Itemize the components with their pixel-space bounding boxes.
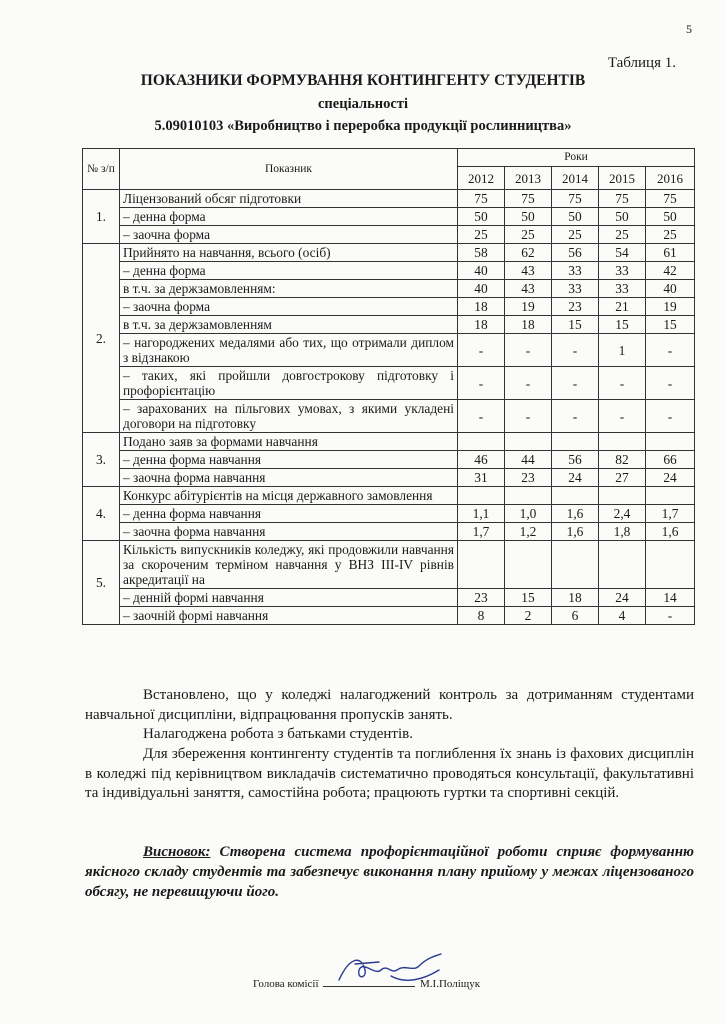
value-cell: -	[646, 400, 695, 433]
table-row	[83, 367, 695, 400]
value-cell: 23	[505, 469, 552, 487]
value-cell: 33	[552, 262, 599, 280]
value-cell	[458, 487, 505, 505]
row-group-number: 4.	[83, 487, 120, 541]
value-cell: 56	[552, 244, 599, 262]
value-cell	[458, 541, 505, 589]
value-cell: 24	[552, 469, 599, 487]
year-cell: 2016	[646, 167, 695, 190]
indicator-label: – денна форма навчання	[120, 451, 458, 469]
value-cell	[505, 487, 552, 505]
table-row	[83, 208, 695, 226]
row-group-number: 2.	[83, 244, 120, 433]
value-cell: 44	[505, 451, 552, 469]
value-cell: -	[458, 334, 505, 367]
value-cell	[599, 487, 646, 505]
value-cell: 42	[646, 262, 695, 280]
value-cell: -	[552, 400, 599, 433]
value-cell: 31	[458, 469, 505, 487]
value-cell: 25	[646, 226, 695, 244]
title-specialty: 5.09010103 «Виробництво і переробка продукції рослинництва»	[154, 118, 572, 134]
value-cell: 1,1	[458, 505, 505, 523]
value-cell: -	[505, 334, 552, 367]
value-cell: 25	[458, 226, 505, 244]
row-group-number: 1.	[83, 190, 120, 244]
table-row	[83, 334, 695, 367]
value-cell: 1,7	[458, 523, 505, 541]
year-cell: 2012	[458, 167, 505, 190]
value-cell: 54	[599, 244, 646, 262]
value-cell: 1,8	[599, 523, 646, 541]
indicator-label: – заочна форма	[120, 298, 458, 316]
value-cell	[646, 541, 695, 589]
value-cell	[552, 541, 599, 589]
indicator-label: Подано заяв за формами навчання	[120, 433, 458, 451]
indicator-label: – таких, які пройшли довгострокову підготовку і профорієнтацію	[120, 367, 458, 400]
value-cell: -	[599, 400, 646, 433]
value-cell: 27	[599, 469, 646, 487]
table-row	[83, 190, 695, 208]
value-cell: 66	[646, 451, 695, 469]
indicator-label: Ліцензований обсяг підготовки	[120, 190, 458, 208]
year-cell: 2013	[505, 167, 552, 190]
value-cell: -	[646, 367, 695, 400]
value-cell: 46	[458, 451, 505, 469]
value-cell: 1,6	[552, 505, 599, 523]
table-row	[83, 469, 695, 487]
value-cell: 75	[599, 190, 646, 208]
header-indicator: Показник	[120, 149, 458, 190]
indicator-label: Конкурс абітурієнтів на місця державного замовлення	[120, 487, 458, 505]
value-cell: 33	[599, 280, 646, 298]
value-cell: -	[552, 334, 599, 367]
row-group-number: 3.	[83, 433, 120, 487]
value-cell: 2	[505, 607, 552, 625]
table-row	[83, 262, 695, 280]
paragraph-discipline: Встановлено, що у коледжі налагоджений контроль за дотриманням студентами навчальної дисципліни, відпрацювання пропусків занять.	[85, 687, 694, 723]
indicator-label: – денна форма	[120, 262, 458, 280]
indicator-label: – денній формі навчання	[120, 589, 458, 607]
value-cell: 4	[599, 607, 646, 625]
value-cell: 1,6	[646, 523, 695, 541]
value-cell: 82	[599, 451, 646, 469]
value-cell: 25	[599, 226, 646, 244]
value-cell: 61	[646, 244, 695, 262]
indicator-label: Прийнято на навчання, всього (осіб)	[120, 244, 458, 262]
value-cell: 15	[646, 316, 695, 334]
value-cell	[505, 433, 552, 451]
value-cell: 15	[599, 316, 646, 334]
indicator-label: – нагороджених медалями або тих, що отримали диплом з відзнакою	[120, 334, 458, 367]
table-row	[83, 607, 695, 625]
value-cell: 1,0	[505, 505, 552, 523]
table-row	[83, 226, 695, 244]
value-cell: 15	[505, 589, 552, 607]
table-row	[83, 487, 695, 505]
year-cell: 2014	[552, 167, 599, 190]
value-cell: 6	[552, 607, 599, 625]
signature-name: М.І.Поліщук	[420, 978, 481, 990]
table-row	[83, 589, 695, 607]
value-cell: 75	[646, 190, 695, 208]
value-cell: 1,6	[552, 523, 599, 541]
value-cell: 50	[552, 208, 599, 226]
value-cell: 18	[458, 316, 505, 334]
value-cell: 1,7	[646, 505, 695, 523]
table-row	[83, 244, 695, 262]
indicator-label: – заочна форма навчання	[120, 523, 458, 541]
value-cell: 18	[458, 298, 505, 316]
value-cell	[646, 433, 695, 451]
value-cell: 1,2	[505, 523, 552, 541]
value-cell: 40	[458, 262, 505, 280]
page-number: 5	[686, 22, 692, 36]
value-cell: 50	[646, 208, 695, 226]
value-cell: -	[458, 367, 505, 400]
value-cell: -	[552, 367, 599, 400]
table-body	[83, 190, 695, 625]
value-cell: 75	[458, 190, 505, 208]
indicator-label: – зарахованих на пільгових умовах, з якими укладені договори на підготовку	[120, 400, 458, 433]
value-cell: 75	[505, 190, 552, 208]
value-cell: 24	[646, 469, 695, 487]
value-cell: 21	[599, 298, 646, 316]
value-cell: 50	[599, 208, 646, 226]
indicator-label: – заочна форма	[120, 226, 458, 244]
indicator-label: в т.ч. за держзамовленням:	[120, 280, 458, 298]
value-cell: 50	[505, 208, 552, 226]
value-cell	[552, 487, 599, 505]
indicator-label: – заочна форма навчання	[120, 469, 458, 487]
paragraph-parents: Налагоджена робота з батьками студентів.	[143, 726, 413, 742]
indicator-label: в т.ч. за держзамовленням	[120, 316, 458, 334]
value-cell: -	[458, 400, 505, 433]
value-cell: 40	[458, 280, 505, 298]
value-cell	[458, 433, 505, 451]
header-years: Роки	[458, 149, 695, 167]
table-label: Таблиця 1.	[607, 55, 676, 71]
value-cell: 62	[505, 244, 552, 262]
value-cell	[646, 487, 695, 505]
value-cell: 40	[646, 280, 695, 298]
title-specialty-label: спеціальності	[318, 96, 408, 112]
value-cell: -	[646, 334, 695, 367]
indicator-label: – заочній формі навчання	[120, 607, 458, 625]
value-cell: 19	[646, 298, 695, 316]
value-cell: 43	[505, 262, 552, 280]
conclusion	[85, 842, 694, 902]
value-cell: -	[505, 367, 552, 400]
value-cell	[599, 433, 646, 451]
table-row	[83, 433, 695, 451]
table-row	[83, 505, 695, 523]
table-row	[83, 280, 695, 298]
value-cell: 50	[458, 208, 505, 226]
value-cell: -	[599, 367, 646, 400]
indicator-label: – денна форма	[120, 208, 458, 226]
paragraph-retention: Для збереження контингенту студентів та поглиблення їх знань із фахових дисциплін в коледжі під керівництвом викладачів систематично проводяться консультації, факультативні та індивідуальні заняття, самостійна робота; працюють гуртки та спортивні секцій.	[85, 746, 694, 801]
value-cell: 56	[552, 451, 599, 469]
row-group-number: 5.	[83, 541, 120, 625]
value-cell: 24	[599, 589, 646, 607]
year-cell: 2015	[599, 167, 646, 190]
value-cell: 23	[458, 589, 505, 607]
table-row	[83, 400, 695, 433]
value-cell	[505, 541, 552, 589]
table-row	[83, 523, 695, 541]
value-cell: 1	[599, 334, 646, 367]
value-cell: -	[505, 400, 552, 433]
conclusion-label: Висновок:	[143, 844, 211, 860]
value-cell	[552, 433, 599, 451]
indicators-table	[82, 148, 695, 625]
value-cell: 19	[505, 298, 552, 316]
table-row	[83, 316, 695, 334]
value-cell: 75	[552, 190, 599, 208]
table-row	[83, 541, 695, 589]
value-cell: 58	[458, 244, 505, 262]
value-cell: 25	[552, 226, 599, 244]
table-row	[83, 451, 695, 469]
value-cell: 18	[505, 316, 552, 334]
value-cell: 23	[552, 298, 599, 316]
title-main: ПОКАЗНИКИ ФОРМУВАННЯ КОНТИНГЕНТУ СТУДЕНТІВ	[140, 72, 586, 89]
value-cell: 8	[458, 607, 505, 625]
conclusion-text: Створена система профорієнтаційної роботи сприяє формуванню якісного складу студентів та забезпечує виконання плану прийому у межах ліцензованого обсягу, не перевищуючи його.	[85, 844, 694, 900]
value-cell: 15	[552, 316, 599, 334]
header-num: № з/п	[83, 149, 120, 190]
value-cell: 43	[505, 280, 552, 298]
signature-role: Голова комісії	[253, 978, 319, 990]
handwritten-signature	[335, 950, 445, 990]
value-cell: 33	[599, 262, 646, 280]
value-cell: 2,4	[599, 505, 646, 523]
value-cell: 25	[505, 226, 552, 244]
value-cell: -	[646, 607, 695, 625]
value-cell	[599, 541, 646, 589]
indicator-label: – денна форма навчання	[120, 505, 458, 523]
value-cell: 14	[646, 589, 695, 607]
table-row	[83, 298, 695, 316]
indicator-label: Кількість випускників коледжу, які продовжили навчання за скороченим терміном навчання у ВНЗ III-IV рівнів акредитації на	[120, 541, 458, 589]
value-cell: 33	[552, 280, 599, 298]
value-cell: 18	[552, 589, 599, 607]
table-header-row	[83, 149, 695, 167]
